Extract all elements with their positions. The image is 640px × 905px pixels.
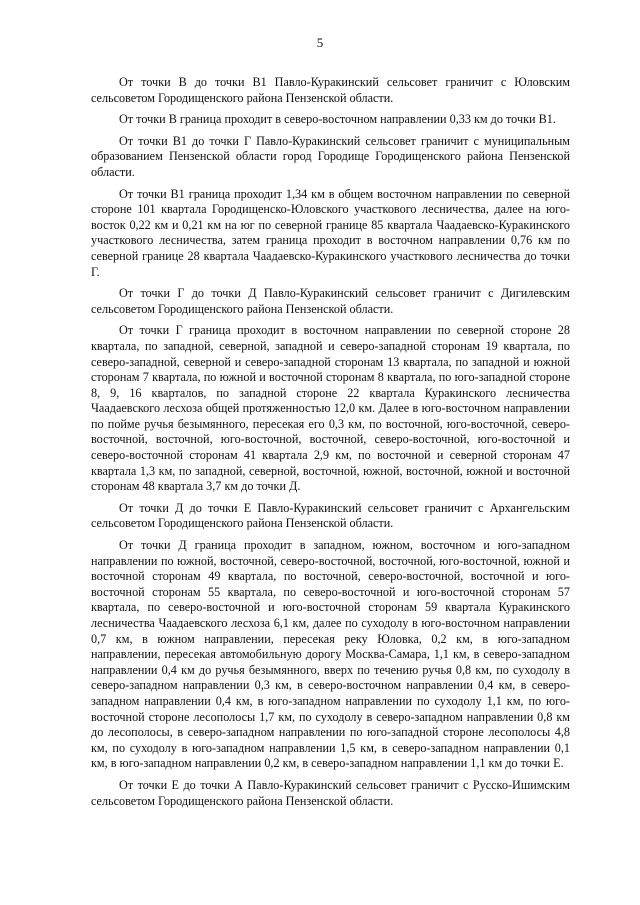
document-body (91, 75, 570, 815)
paragraph: От точки Д граница проходит в западном, южном, восточном и юго-западном направлении по южной, восточной, северо-восточной, восточной, юго-восточной, южной и восточной сторонам 49 квартала, по восточной, северо-восточной, восточной и юго-восточной сторонам 55 квартала, по северо-восточной и юго-восточной сторонам 57 квартала, по северо-восточной и юго-восточной сторонам 59 квартала Куракинского лесничества Чаадаевского лесхоза 6,1 км, далее по суходолу в юго-восточном направлении 0,7 км, в южном направлении, пересекая реку Юловка, 0,2 км, в юго-западном направлении, пересекая автомобильную дорогу Москва-Самара, 1,1 км, в северо-западном направлении 0,4 км до ручья безымянного, вверх по течению ручья 0,8 км, по суходолу в северо-западном направлении 0,3 км, в северо-восточном направлении 0,4 км, в северо-западном направлении 0,4 км, в юго-западном направлении по суходолу 1,1 км, по юго-восточной стороне лесополосы 1,7 км, по суходолу в северо-западном направлении 0,8 км до лесополосы, в северо-западном направлении по юго-западной стороне лесополосы 4,8 км, по суходолу в юго-западном направлении 1,5 км, в северо-западном направлении 0,1 км, в юго-западном направлении 0,2 км, в северо-западном направлении 1,1 км до точки Е. (91, 538, 570, 771)
paragraph: От точки Г до точки Д Павло-Куракинский сельсовет граничит с Дигилевским сельсоветом Городищенского района Пензенской области. (91, 286, 570, 316)
paragraph: От точки Д до точки Е Павло-Куракинский сельсовет граничит с Архангельским сельсоветом Городищенского района Пензенской области. (91, 500, 570, 531)
paragraph: От точки Е до точки А Павло-Куракинский сельсовет граничит с Русско-Ишимским сельсоветом Городищенского района Пензенской области. (91, 777, 570, 808)
paragraph: От точки В граница проходит в северо-восточном направлении 0,33 км до точки В1. (119, 112, 556, 127)
paragraph: От точки В1 граница проходит 1,34 км в общем восточном направлении по северной стороне 101 квартала Городищенско-Юловского участкового лесничества, далее на юго-восток 0,22 км и 0,21 км на юг по северной границе 85 квартала Чаадаевско-Куракинского участкового лесничества, затем граница проходит в восточном направлении 0,76 км по северной границе 28 квартала Чаадаевско-Куракинского участкового лесничества до точки Г. (91, 186, 570, 279)
paragraph: От точки Г граница проходит в восточном направлении по северной стороне 28 квартала, по западной, северной, западной и северо-западной сторонам 19 квартала, по северо-западной, северной и северо-западной сторонам 13 квартала, по западной и южной сторонам 7 квартала, по южной и восточной сторонам 8 квартала, по юго-западной стороне 8, 9, 16 кварталов, по западной стороне 22 квартала Куракинского лесничества Чаадаевского лесхоза общей протяженностью 12,0 км. Далее в юго-восточном направлении по пойме ручья безымянного, пересекая его 0,3 км, по восточной, юго-восточной, северо-восточной, восточной, юго-восточной, восточной, северо-восточной, юго-восточной и северо-восточной сторонам 41 квартала 2,9 км, по восточной и северной сторонам 47 квартала 1,3 км, по западной, северной, восточной, южной, восточной, южной и восточной сторонам 48 квартала 3,7 км до точки Д. (91, 323, 570, 494)
page-number: 5 (316, 35, 324, 50)
paragraph: От точки В до точки В1 Павло-Куракинский сельсовет граничит с Юловским сельсоветом Городищенского района Пензенской области. (91, 75, 570, 105)
paragraph: От точки В1 до точки Г Павло-Куракинский сельсовет граничит с муниципальным образованием Пензенской области город Городище Городищенского района Пензенской области. (91, 133, 570, 179)
